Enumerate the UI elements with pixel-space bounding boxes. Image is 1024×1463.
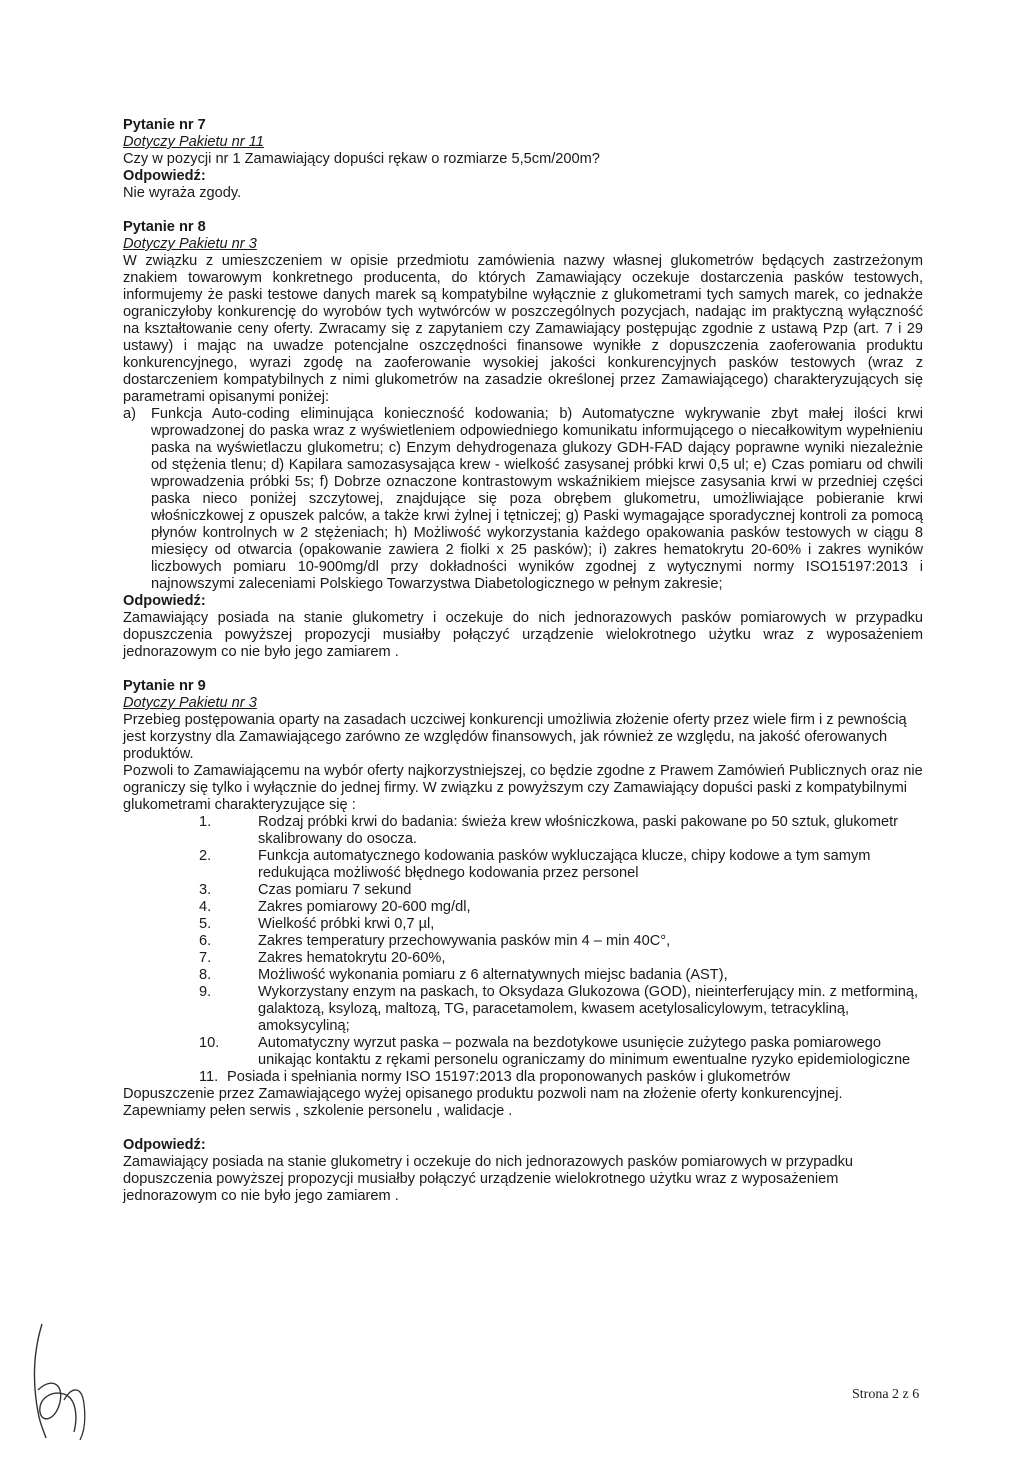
list-item <box>123 1035 923 1069</box>
list-item-number: 8. <box>199 967 212 983</box>
list-item <box>123 848 923 882</box>
requirements-list <box>123 406 923 593</box>
answer-heading: Odpowiedź: <box>123 168 206 184</box>
list-item <box>123 916 923 933</box>
question-body: Czy w pozycji nr 1 Zamawiający dopuści rękaw o rozmiarze 5,5cm/200m? <box>123 151 600 167</box>
question-paragraph: Pozwoli to Zamawiającemu na wybór oferty najkorzystniejszej, co będzie zgodne z Prawem Zamówień Publicznych oraz nie ograniczy się tylko i wyłącznie do jednej firmy. W związku z powyższym czy Zamawiający dopuści paski z kompatybilnymi glukometrami charakteryzujące się : <box>123 763 923 813</box>
list-item <box>123 882 923 899</box>
list-item-number: 11. <box>199 1069 219 1085</box>
list-item <box>123 984 923 1035</box>
list-item-number: 4. <box>199 899 212 915</box>
list-item <box>123 899 923 916</box>
numbered-requirements-list <box>123 814 923 1086</box>
handwritten-signature <box>20 1320 110 1445</box>
list-item <box>123 967 923 984</box>
question-package-ref: Dotyczy Pakietu nr 3 <box>123 695 257 711</box>
list-item-text: Czas pomiaru 7 sekund <box>258 882 412 898</box>
page-number: Strona 2 z 6 <box>852 1387 920 1402</box>
answer-body: Nie wyraża zgody. <box>123 185 242 201</box>
spacer <box>123 202 923 219</box>
question-body: W związku z umieszczeniem w opisie przedmiotu zamówienia nazwy własnej glukometrów będących zastrzeżonym znakiem towarowym konkretnego producenta, do których Zamawiający oczekuje dostarczenia pasków testowych, informujemy że paski testowe danych marek są kompatybilne wyłącznie z glukometrami tych samych marek, co jednakże ograniczyłoby konkurencję do wyrobów tych wytwórców w poszczególnych pozycjach, nadając im praktyczną wyłączność na kształtowanie ceny oferty. Zwracamy się z zapytaniem czy Zamawiający postępując zgodnie z ustawą Pzp (art. 7 i 29 ustawy) i mając na uwadze potencjalne oszczędności finansowe wynikłe z dopuszczenia zaoferowania produktu konkurencyjnego, wyrazi zgodę na zaoferowanie wysokiej jakości konkurencyjnych pasków testowych (wraz z dostarczeniem kompatybilnych z nimi glukometrów na zasadzie określonej przez Zamawiającego) charakteryzujących się parametrami opisanymi poniżej: <box>123 253 923 405</box>
list-item <box>123 933 923 950</box>
list-item-text: Posiada i spełniania normy ISO 15197:2013 dla proponowanych pasków i glukometrów <box>227 1069 791 1085</box>
spacer <box>123 661 923 678</box>
question-package-ref: Dotyczy Pakietu nr 3 <box>123 236 257 252</box>
list-item-text: Automatyczny wyrzut paska – pozwala na bezdotykowe usunięcie zużytego paska pomiarowego unikając kontaktu z rękami personelu ograniczamy do minimum ewentualne ryzyko epidemiologiczne <box>258 1035 911 1068</box>
answer-body: Zamawiający posiada na stanie glukometry i oczekuje do nich jednorazowych pasków pomiarowych w przypadku dopuszczenia powyższej propozycji musiałby połączyć urządzenie wielokrotnego użytku wraz z wyposażeniem jednorazowym co nie było jego zamiarem . <box>123 610 923 660</box>
list-item-text: Zakres temperatury przechowywania pasków min 4 – min 40C°, <box>258 933 671 949</box>
list-item-text: Rodzaj próbki krwi do badania: świeża krew włośniczkowa, paski pakowane po 50 sztuk, glukometr skalibrowany do osocza. <box>258 814 899 847</box>
question-heading: Pytanie nr 8 <box>123 219 206 235</box>
list-marker: a) <box>123 406 136 422</box>
question-9 <box>123 678 923 1205</box>
list-item-number: 2. <box>199 848 212 864</box>
list-item-text: Wykorzystany enzym na paskach, to Oksydaza Glukozowa (GOD), nieinterferujący min. z metforminą, galaktozą, ksylozą, maltozą, TG, paracetamolem, kwasem acetylosalicylowym, tetracykliną, amoksycyliną; <box>258 984 919 1034</box>
list-item <box>123 950 923 967</box>
list-item-number: 6. <box>199 933 212 949</box>
list-body: Funkcja Auto-coding eliminująca konieczność kodowania; b) Automatyczne wykrywanie zbyt małej ilości krwi wprowadzonej do paska wraz z wyświetleniem odpowiedniego komunikatu informującego o niecałkowitym wypełnieniu paska na wyświetlaczu glukometru; c) Enzym dehydrogenaza glukozy GDH-FAD dający poprawne wyniki niezależnie od stężenia tlenu; d) Kapilara samozasysająca krew - wielkość zasysanej próbki krwi 0,5 ul; e) Czas pomiaru od chwili wprowadzenia próbki 5s; f) Dobrze oznaczone kontrastowym wskaźnikiem miejsce zasysania krwi w przedniej części paska nieco poniżej szczytowej, znajdujące się poza obrębem glukometru, umożliwiające pobieranie krwi włośniczkowej z opuszek palców, a także krwi żylnej i tętniczej; g) Paski wymagające sporadycznej kontroli za pomocą płynów kontrolnych w 2 stężeniach; h) Możliwość wykorzystania każdego opakowania pasków testowych w ciągu 8 miesięcy od otwarcia (opakowanie zawiera 2 fiolki x 25 pasków); i) zakres hematokrytu 20-60% i zakres wyników liczbowych pomiaru 10-900mg/dl przy dokładności wyników zgodnej z wytycznymi normy ISO15197:2013 i najnowszymi zaleceniami Polskiego Towarzystwa Diabetologicznego w pełnym zakresie; <box>151 406 923 592</box>
list-item-text: Zakres hematokrytu 20-60%, <box>258 950 446 966</box>
question-package-ref: Dotyczy Pakietu nr 11 <box>123 134 264 150</box>
list-item-number: 10. <box>199 1035 220 1051</box>
page-content <box>123 117 923 1205</box>
list-item-text: Wielkość próbki krwi 0,7 µl, <box>258 916 435 932</box>
spacer <box>123 1120 923 1137</box>
question-paragraph: Przebieg postępowania oparty na zasadach uczciwej konkurencji umożliwia złożenie oferty przez wiele firm i z pewnością jest korzystny dla Zamawiającego zarówno ze względów finansowych, jak również ze względu, na jakość oferowanych produktów. <box>123 712 907 762</box>
question-heading: Pytanie nr 9 <box>123 678 206 694</box>
list-item-number: 5. <box>199 916 212 932</box>
list-item <box>123 814 923 848</box>
question-heading: Pytanie nr 7 <box>123 117 206 133</box>
answer-heading: Odpowiedź: <box>123 593 206 609</box>
list-item <box>123 1069 923 1086</box>
list-item-number: 9. <box>199 984 212 1000</box>
list-item-text: Zakres pomiarowy 20-600 mg/dl, <box>258 899 471 915</box>
answer-body: Zamawiający posiada na stanie glukometry i oczekuje do nich jednorazowych pasków pomiarowych w przypadku dopuszczenia powyższej propozycji musiałby połączyć urządzenie wielokrotnego użytku wraz z wyposażeniem jednorazowym co nie było jego zamiarem . <box>123 1154 854 1204</box>
list-item-text: Funkcja automatycznego kodowania pasków wykluczająca klucze, chipy kodowe a tym samym redukująca możliwość błędnego kodowania przez personel <box>258 848 871 881</box>
question-closing: Dopuszczenie przez Zamawiającego wyżej opisanego produktu pozwoli nam na złożenie oferty konkurencyjnej. Zapewniamy pełen serwis , szkolenie personelu , walidacje . <box>123 1086 843 1119</box>
question-8 <box>123 219 923 661</box>
list-item-number: 1. <box>199 814 212 830</box>
list-item-number: 7. <box>199 950 212 966</box>
list-item-text: Możliwość wykonania pomiaru z 6 alternatywnych miejsc badania (AST), <box>258 967 728 983</box>
answer-heading: Odpowiedź: <box>123 1137 206 1153</box>
list-item-number: 3. <box>199 882 212 898</box>
question-7 <box>123 117 923 202</box>
